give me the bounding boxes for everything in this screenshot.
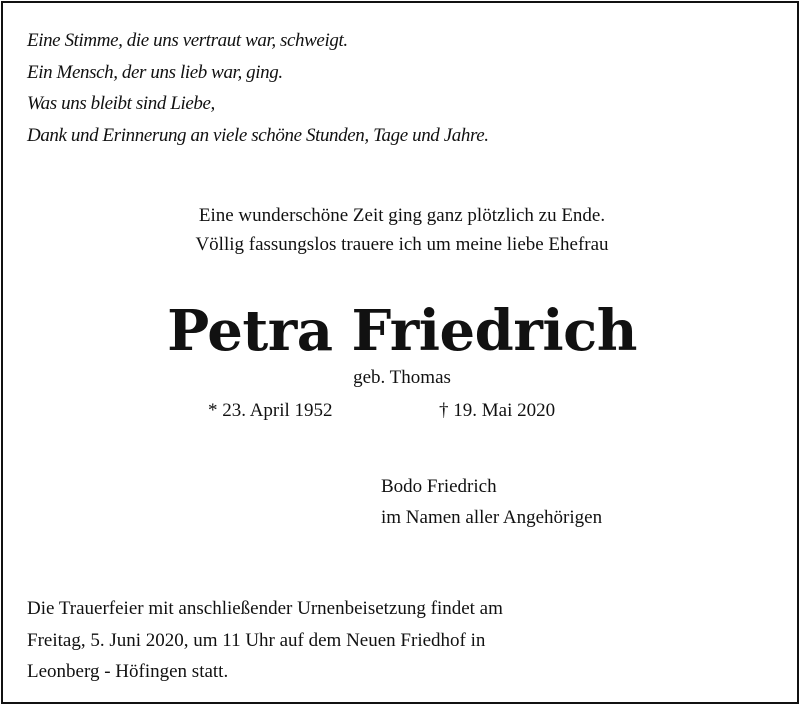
intro-line: Eine wunderschöne Zeit ging ganz plötzlich zu Ende. — [198, 205, 606, 226]
funeral-line: Freitag, 5. Juni 2020, um 11 Uhr auf dem Neuen Friedhof in — [27, 629, 486, 651]
mourners-signature — [381, 471, 602, 533]
birth-date: * 23. April 1952 — [208, 400, 333, 421]
deceased-name: Petra Friedrich — [167, 298, 637, 364]
death-date: † 19. Mai 2020 — [439, 400, 556, 421]
poem-line: Dank und Erinnerung an viele schöne Stunden, Tage und Jahre. — [27, 124, 489, 146]
memorial-poem — [27, 25, 489, 151]
funeral-line: Leonberg - Höfingen statt. — [27, 661, 229, 682]
funeral-line: Die Trauerfeier mit anschließender Urnenbeisetzung findet am — [27, 598, 503, 619]
mourner-note: im Namen aller Angehörigen — [381, 507, 603, 528]
obituary-notice — [1, 1, 799, 704]
maiden-name: geb. Thomas — [353, 367, 451, 388]
funeral-details — [27, 593, 503, 688]
intro-text — [3, 201, 800, 259]
intro-line: Völlig fassungslos trauere ich um meine liebe Ehefrau — [195, 234, 609, 255]
poem-line: Eine Stimme, die uns vertraut war, schweigt. — [27, 30, 348, 51]
mourner-name: Bodo Friedrich — [381, 476, 497, 497]
poem-line: Was uns bleibt sind Liebe, — [27, 93, 215, 114]
poem-line: Ein Mensch, der uns lieb war, ging. — [27, 61, 283, 83]
